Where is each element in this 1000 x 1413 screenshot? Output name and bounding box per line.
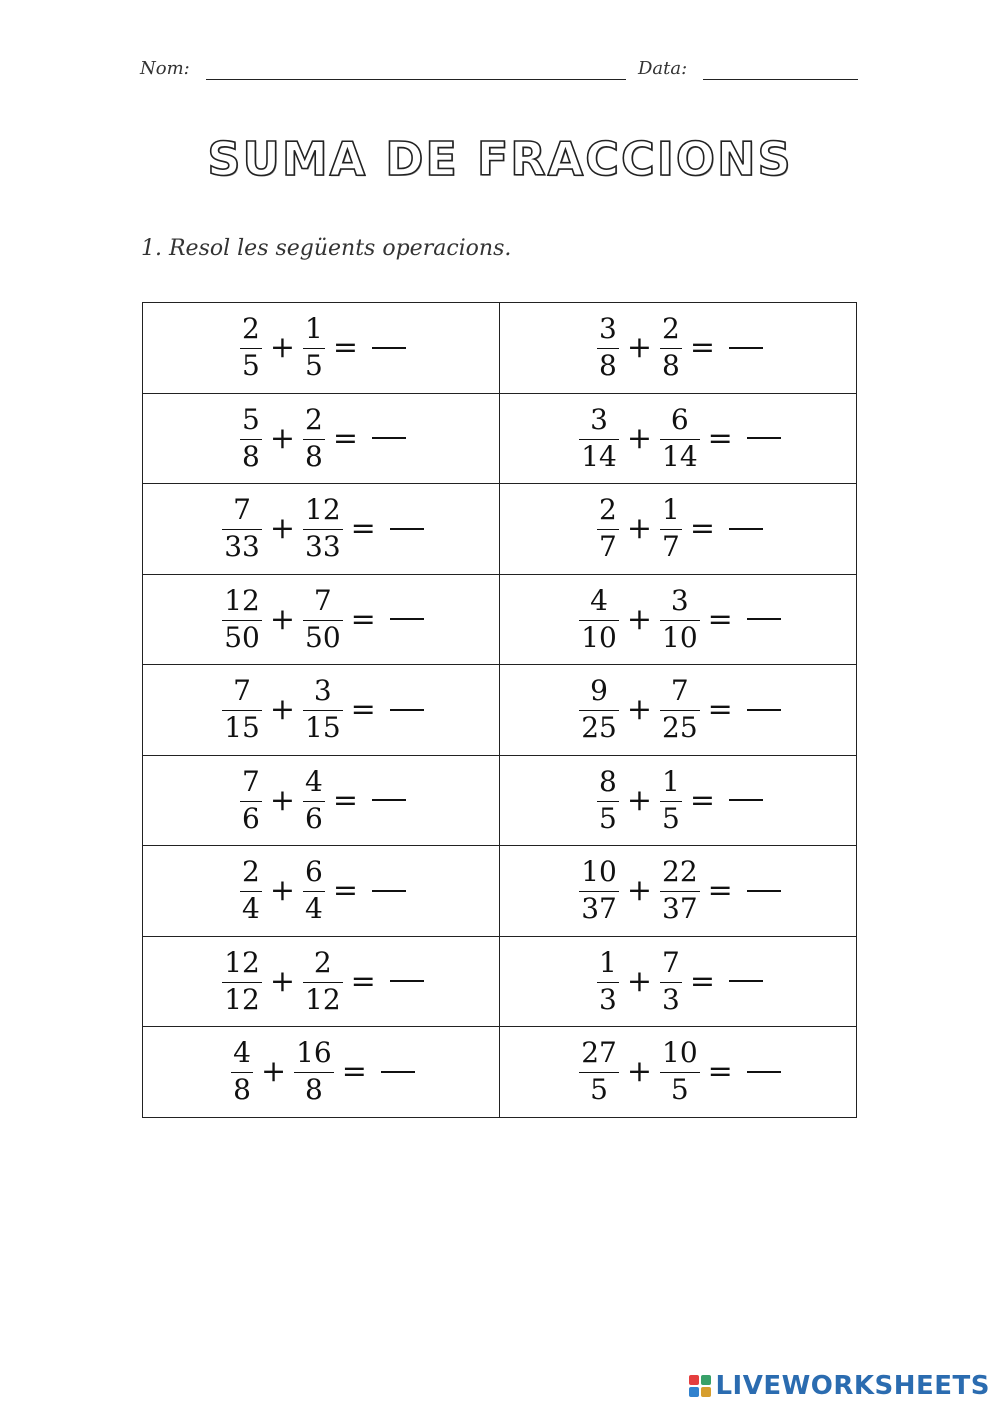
answer-blank[interactable] bbox=[372, 799, 406, 801]
numerator: 2 bbox=[599, 493, 617, 527]
first-fraction bbox=[240, 857, 262, 924]
plus-sign: + bbox=[626, 511, 652, 547]
first-fraction bbox=[240, 314, 262, 381]
first-fraction bbox=[222, 945, 262, 1016]
numerator: 2 bbox=[242, 855, 260, 889]
numerator: 2 bbox=[242, 312, 260, 346]
numerator: 7 bbox=[233, 493, 251, 527]
equals-sign: = bbox=[707, 1054, 733, 1090]
denominator: 6 bbox=[305, 801, 323, 835]
answer-blank[interactable] bbox=[747, 1071, 781, 1073]
numerator: 7 bbox=[313, 583, 332, 617]
operation-cell bbox=[143, 1027, 500, 1118]
answer-blank[interactable] bbox=[372, 890, 406, 892]
equals-sign: = bbox=[689, 782, 715, 818]
operation-cell bbox=[143, 484, 500, 575]
equals-sign: = bbox=[689, 511, 715, 547]
denominator: 8 bbox=[242, 439, 260, 473]
plus-sign: + bbox=[269, 963, 295, 999]
denominator: 5 bbox=[590, 1073, 608, 1107]
plus-sign: + bbox=[269, 782, 295, 818]
numerator: 12 bbox=[305, 493, 341, 527]
operation-cell bbox=[500, 665, 857, 756]
first-fraction bbox=[222, 495, 262, 562]
operation-cell bbox=[500, 484, 857, 575]
answer-blank[interactable] bbox=[729, 528, 763, 530]
fraction-sum bbox=[575, 857, 781, 924]
plus-sign: + bbox=[626, 873, 652, 909]
operation-cell bbox=[500, 393, 857, 484]
equals-sign: = bbox=[350, 601, 376, 637]
numerator: 2 bbox=[313, 945, 332, 979]
liveworksheets-logo-icon bbox=[689, 1375, 711, 1397]
denominator: 14 bbox=[662, 439, 698, 473]
answer-blank[interactable] bbox=[747, 618, 781, 620]
numerator: 2 bbox=[305, 402, 323, 436]
denominator: 15 bbox=[224, 711, 260, 745]
plus-sign: + bbox=[269, 873, 295, 909]
operations-table bbox=[142, 302, 857, 1118]
table-row bbox=[143, 1027, 857, 1118]
denominator: 7 bbox=[662, 530, 680, 564]
equals-sign: = bbox=[332, 420, 358, 456]
fraction-sum bbox=[593, 314, 763, 381]
numerator: 12 bbox=[224, 945, 260, 979]
table-row bbox=[143, 936, 857, 1027]
numerator: 7 bbox=[233, 674, 251, 708]
fraction-sum bbox=[593, 945, 763, 1016]
first-fraction bbox=[597, 495, 619, 562]
denominator: 8 bbox=[233, 1073, 251, 1107]
numerator: 5 bbox=[242, 402, 260, 436]
plus-sign: + bbox=[626, 782, 652, 818]
plus-sign: + bbox=[269, 601, 295, 637]
plus-sign: + bbox=[269, 511, 295, 547]
fraction-sum bbox=[575, 583, 781, 654]
equals-sign: = bbox=[350, 511, 376, 547]
denominator: 3 bbox=[599, 982, 617, 1016]
first-fraction bbox=[222, 676, 262, 743]
answer-blank[interactable] bbox=[729, 347, 763, 349]
numerator: 7 bbox=[242, 764, 260, 798]
denominator: 5 bbox=[599, 801, 617, 835]
fraction-sum bbox=[236, 402, 406, 473]
instruction: 1. Resol les següents operacions. bbox=[141, 236, 512, 261]
fraction-sum bbox=[227, 1038, 415, 1105]
numerator: 1 bbox=[662, 764, 680, 798]
numerator: 2 bbox=[662, 312, 680, 346]
second-fraction bbox=[294, 1038, 334, 1105]
name-field[interactable] bbox=[206, 79, 626, 80]
numerator: 3 bbox=[599, 312, 617, 346]
first-fraction bbox=[597, 314, 619, 381]
second-fraction bbox=[660, 945, 682, 1016]
operation-cell bbox=[143, 303, 500, 394]
fraction-sum bbox=[236, 314, 406, 381]
operation-cell bbox=[500, 303, 857, 394]
table-row bbox=[143, 665, 857, 756]
denominator: 15 bbox=[305, 711, 341, 745]
first-fraction bbox=[579, 1038, 619, 1105]
denominator: 3 bbox=[662, 982, 680, 1016]
liveworksheets-brand bbox=[689, 1371, 990, 1401]
page-title: SUMA DE FRACCIONS bbox=[207, 132, 793, 186]
denominator: 33 bbox=[305, 530, 341, 564]
denominator: 8 bbox=[305, 1073, 323, 1107]
numerator: 4 bbox=[233, 1036, 251, 1070]
date-label: Data: bbox=[638, 58, 688, 79]
second-fraction bbox=[303, 945, 343, 1016]
denominator: 8 bbox=[305, 439, 323, 473]
equals-sign: = bbox=[689, 330, 715, 366]
fraction-sum bbox=[218, 676, 424, 743]
numerator: 1 bbox=[305, 312, 323, 346]
numerator: 10 bbox=[581, 855, 617, 889]
operation-cell bbox=[500, 846, 857, 937]
fraction-sum bbox=[236, 857, 406, 924]
answer-blank[interactable] bbox=[729, 980, 763, 982]
denominator: 50 bbox=[224, 620, 260, 654]
plus-sign: + bbox=[269, 330, 295, 366]
second-fraction bbox=[660, 583, 700, 654]
answer-blank[interactable] bbox=[747, 890, 781, 892]
second-fraction bbox=[303, 583, 343, 654]
operation-cell bbox=[143, 755, 500, 846]
answer-blank[interactable] bbox=[390, 528, 424, 530]
first-fraction bbox=[597, 945, 619, 1016]
equals-sign: = bbox=[350, 692, 376, 728]
second-fraction bbox=[660, 764, 682, 835]
equals-sign: = bbox=[707, 420, 733, 456]
plus-sign: + bbox=[626, 692, 652, 728]
operation-cell bbox=[143, 574, 500, 665]
table-row bbox=[143, 484, 857, 575]
fraction-sum bbox=[593, 764, 763, 835]
operation-cell bbox=[143, 846, 500, 937]
second-fraction bbox=[660, 1038, 700, 1105]
first-fraction bbox=[579, 402, 619, 473]
fraction-sum bbox=[236, 764, 406, 835]
table-row bbox=[143, 846, 857, 937]
answer-blank[interactable] bbox=[390, 980, 424, 982]
equals-sign: = bbox=[341, 1054, 367, 1090]
second-fraction bbox=[303, 402, 325, 473]
second-fraction bbox=[660, 495, 682, 562]
fraction-sum bbox=[575, 676, 781, 743]
numerator: 22 bbox=[662, 855, 698, 889]
fraction-sum bbox=[218, 583, 424, 654]
first-fraction bbox=[579, 857, 619, 924]
numerator: 27 bbox=[581, 1036, 617, 1070]
fraction-sum bbox=[575, 402, 781, 473]
denominator: 10 bbox=[662, 620, 698, 654]
equals-sign: = bbox=[689, 963, 715, 999]
brand-name: LIVEWORKSHEETS bbox=[715, 1371, 990, 1401]
fraction-sum bbox=[218, 945, 424, 1016]
numerator: 8 bbox=[599, 764, 617, 798]
denominator: 12 bbox=[224, 982, 260, 1016]
denominator: 6 bbox=[242, 801, 260, 835]
second-fraction bbox=[660, 314, 682, 381]
numerator: 4 bbox=[590, 583, 608, 617]
header bbox=[140, 58, 858, 84]
plus-sign: + bbox=[260, 1054, 287, 1090]
denominator: 10 bbox=[581, 620, 617, 654]
denominator: 4 bbox=[305, 892, 323, 926]
equals-sign: = bbox=[350, 963, 376, 999]
fraction-sum bbox=[218, 495, 424, 562]
operation-cell bbox=[143, 936, 500, 1027]
numerator: 1 bbox=[662, 493, 680, 527]
denominator: 5 bbox=[305, 349, 323, 383]
table-row bbox=[143, 755, 857, 846]
second-fraction bbox=[303, 857, 325, 924]
plus-sign: + bbox=[626, 1054, 652, 1090]
operation-cell bbox=[500, 574, 857, 665]
numerator: 4 bbox=[305, 764, 323, 798]
denominator: 12 bbox=[305, 982, 341, 1016]
denominator: 8 bbox=[662, 349, 680, 383]
answer-blank[interactable] bbox=[372, 347, 406, 349]
first-fraction bbox=[597, 764, 619, 835]
first-fraction bbox=[240, 402, 262, 473]
denominator: 37 bbox=[581, 892, 617, 926]
plus-sign: + bbox=[626, 963, 652, 999]
plus-sign: + bbox=[269, 692, 295, 728]
equals-sign: = bbox=[332, 330, 358, 366]
fraction-sum bbox=[593, 495, 763, 562]
equals-sign: = bbox=[707, 692, 733, 728]
numerator: 12 bbox=[224, 583, 260, 617]
plus-sign: + bbox=[626, 601, 652, 637]
operation-cell bbox=[500, 755, 857, 846]
date-field[interactable] bbox=[703, 79, 858, 80]
operation-cell bbox=[500, 936, 857, 1027]
plus-sign: + bbox=[269, 420, 295, 456]
answer-blank[interactable] bbox=[729, 799, 763, 801]
first-fraction bbox=[222, 583, 262, 654]
denominator: 8 bbox=[599, 349, 617, 383]
name-label: Nom: bbox=[140, 58, 190, 79]
first-fraction bbox=[231, 1038, 253, 1105]
numerator: 7 bbox=[662, 945, 680, 979]
table-row bbox=[143, 393, 857, 484]
answer-blank[interactable] bbox=[372, 437, 406, 439]
denominator: 37 bbox=[662, 892, 698, 926]
second-fraction bbox=[660, 857, 700, 924]
equals-sign: = bbox=[707, 601, 733, 637]
second-fraction bbox=[660, 402, 700, 473]
equals-sign: = bbox=[332, 782, 358, 818]
numerator: 3 bbox=[670, 583, 689, 617]
plus-sign: + bbox=[626, 420, 652, 456]
answer-blank[interactable] bbox=[747, 437, 781, 439]
numerator: 7 bbox=[670, 674, 689, 708]
table-row bbox=[143, 574, 857, 665]
operation-cell bbox=[143, 393, 500, 484]
plus-sign: + bbox=[626, 330, 652, 366]
answer-blank[interactable] bbox=[390, 709, 424, 711]
equals-sign: = bbox=[332, 873, 358, 909]
second-fraction bbox=[303, 764, 325, 835]
second-fraction bbox=[303, 314, 325, 381]
denominator: 33 bbox=[224, 530, 260, 564]
first-fraction bbox=[579, 676, 619, 743]
denominator: 5 bbox=[662, 801, 680, 835]
numerator: 1 bbox=[599, 945, 617, 979]
logo-square bbox=[689, 1375, 699, 1385]
first-fraction bbox=[579, 583, 619, 654]
fraction-sum bbox=[575, 1038, 781, 1105]
operation-cell bbox=[500, 1027, 857, 1118]
denominator: 7 bbox=[599, 530, 617, 564]
numerator: 9 bbox=[590, 674, 608, 708]
denominator: 5 bbox=[242, 349, 260, 383]
second-fraction bbox=[303, 676, 343, 743]
answer-blank[interactable] bbox=[747, 709, 781, 711]
equals-sign: = bbox=[707, 873, 733, 909]
table-row bbox=[143, 303, 857, 394]
second-fraction bbox=[303, 495, 343, 562]
first-fraction bbox=[240, 764, 262, 835]
denominator: 25 bbox=[662, 711, 698, 745]
numerator: 16 bbox=[296, 1036, 332, 1070]
logo-square bbox=[701, 1375, 711, 1385]
logo-square bbox=[701, 1387, 711, 1397]
answer-blank[interactable] bbox=[390, 618, 424, 620]
denominator: 4 bbox=[242, 892, 260, 926]
numerator: 6 bbox=[305, 855, 323, 889]
denominator: 25 bbox=[581, 711, 617, 745]
logo-square bbox=[689, 1387, 699, 1397]
numerator: 3 bbox=[313, 674, 332, 708]
denominator: 14 bbox=[581, 439, 617, 473]
second-fraction bbox=[660, 676, 700, 743]
answer-blank[interactable] bbox=[381, 1071, 415, 1073]
denominator: 5 bbox=[670, 1073, 689, 1107]
denominator: 50 bbox=[305, 620, 341, 654]
numerator: 3 bbox=[590, 402, 608, 436]
numerator: 6 bbox=[670, 402, 689, 436]
operation-cell bbox=[143, 665, 500, 756]
numerator: 10 bbox=[662, 1036, 698, 1070]
